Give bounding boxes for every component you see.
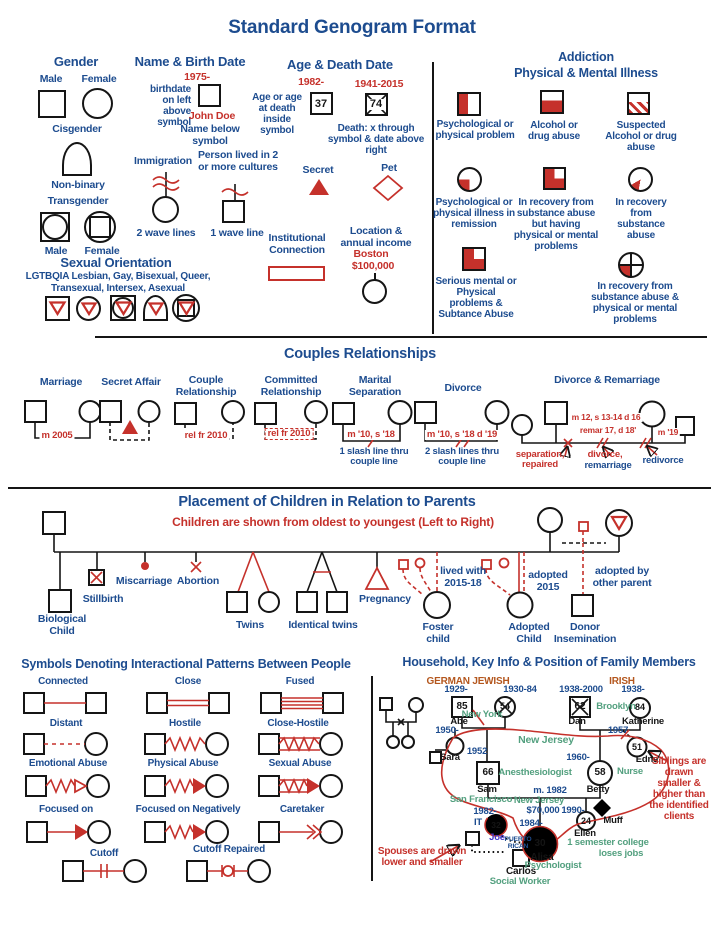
brooklyn-label: Brooklyn <box>596 701 636 712</box>
cisgender-label: Cisgender <box>52 123 102 135</box>
sara-name: Sara <box>440 752 460 763</box>
location-symbol <box>362 279 387 304</box>
alisa-name: Alisa <box>530 852 554 863</box>
transgender-male-symbol <box>40 212 70 242</box>
sara-dates: 1950- <box>435 725 459 736</box>
interaction-label-physical-abuse: Physical Abuse <box>147 758 219 769</box>
immigration-waves-icon <box>150 172 182 198</box>
ellen-note1: 1 semester college <box>567 837 649 848</box>
remarriage-note1: m 12, s 13-14 d 16 <box>571 412 641 422</box>
separation-caption: 1 slash line thru couple line <box>339 446 409 468</box>
recovery-plus-problems-symbol <box>618 252 644 278</box>
cutoff-symbol <box>61 854 151 890</box>
name-birth-heading: Name & Birth Date <box>134 54 246 69</box>
location-city: Boston <box>353 248 389 260</box>
betty-age: 58 <box>594 767 606 778</box>
addiction-heading1: Addiction <box>558 50 614 64</box>
divorce-caption: 2 slash lines thru couple line <box>424 446 499 468</box>
name-note: Name below symbol <box>180 123 240 147</box>
male-symbol <box>38 90 66 118</box>
interaction-label-close: Close <box>174 676 202 687</box>
location-income: $100,000 <box>351 260 395 272</box>
carlos-job: Social Worker <box>489 876 551 887</box>
pregnancy-label: Pregnancy <box>359 593 411 605</box>
betty-dates: 1960- <box>566 752 590 763</box>
divorce-note: m '10, s '18 d '19 <box>426 429 498 440</box>
addiction-label-2: Alcohol or drug abuse <box>528 120 580 142</box>
interaction-label-emotional-abuse: Emotional Abuse <box>28 758 108 769</box>
secret-affair-label: Secret Affair <box>101 376 161 388</box>
sam-age: 66 <box>482 767 494 778</box>
interaction-label-distant: Distant <box>49 718 83 729</box>
institutional-symbol <box>268 266 325 281</box>
birthdate-note: birthdate on left above symbol <box>150 84 191 128</box>
sexual-abuse-symbol <box>257 769 347 805</box>
birth-year: 1982- <box>298 76 324 88</box>
foster-note: lived with 2015-18 <box>440 565 486 589</box>
adopted-note: adopted 2015 <box>528 569 568 593</box>
joe-ethnicity: PUERTO RICAN <box>504 836 532 851</box>
joe-dates: 1982- <box>473 806 497 817</box>
separation-label: Marital Separation <box>348 374 402 398</box>
children-heading: Placement of Children in Relation to Parents <box>178 494 476 510</box>
interactions-heading: Symbols Denoting Interactional Patterns Between People <box>21 657 351 671</box>
remarriage-note2: remar 17, d 18' <box>579 425 637 435</box>
addiction-label-5: In recovery from substance abuse but having physical or mental problems <box>513 197 599 252</box>
sam-name: Sam <box>477 784 497 795</box>
orientation-heading: Sexual Orientation <box>60 255 172 270</box>
remarriage-caption1: separation, repaired <box>515 449 565 471</box>
male-label: Male <box>39 73 63 85</box>
german-jewish-label: GERMAN JEWISH <box>426 676 510 687</box>
joe-name: Joe <box>489 832 505 843</box>
marriage-label: Marriage <box>39 376 83 388</box>
age-value: 37 <box>314 98 328 110</box>
stillbirth-label: Stillbirth <box>82 593 124 605</box>
spouses-note: Spouses are drawn lower and smaller <box>377 846 467 868</box>
orientation-square-symbol <box>45 296 70 321</box>
addiction-label-3: Suspected Alcohol or drug abuse <box>605 120 677 153</box>
joe-age: 32 <box>491 820 501 830</box>
addiction-label-1: Psychological or physical problem <box>435 119 515 141</box>
abe-age: 85 <box>456 701 468 712</box>
close-symbol <box>145 686 235 722</box>
location-label: Location & annual income <box>340 225 412 249</box>
san-francisco-label: San Francisco <box>449 794 513 805</box>
donor-label: Donor Insemination <box>553 621 617 645</box>
age-death-heading: Age & Death Date <box>287 57 393 72</box>
couple-rel-label: Couple Relationship <box>175 374 237 398</box>
gender-heading: Gender <box>53 54 99 69</box>
alisa-dates: 1984- <box>519 818 543 829</box>
transgender-male-label: Male <box>44 245 68 257</box>
donor-note: adopted by other parent <box>592 565 652 589</box>
death-age-value: 74 <box>369 98 383 110</box>
foster-label: Foster child <box>422 621 454 645</box>
muff-dates: 1990- <box>561 805 585 816</box>
pet-label: Pet <box>381 162 397 174</box>
serious-problems-symbol <box>462 247 486 271</box>
miscarriage-label: Miscarriage <box>115 575 173 587</box>
page-title: Standard Genogram Format <box>228 17 476 38</box>
named-person-symbol <box>198 84 221 107</box>
orientation-circle-symbol <box>76 296 101 321</box>
transgender-female-symbol <box>84 211 116 243</box>
alisa-age: 30 <box>534 838 546 849</box>
recovery-with-problems-symbol <box>543 167 566 190</box>
ellen-name: Ellen <box>574 828 596 839</box>
biological-label: Biological Child <box>37 613 87 637</box>
nonbinary-symbol <box>62 142 92 176</box>
committed-label: Committed Relationship <box>260 374 322 398</box>
divider-couples <box>8 487 711 489</box>
immigration-label: Immigration <box>134 155 192 167</box>
marriage-state: New Jersey <box>513 795 565 806</box>
dan-age: 62 <box>574 701 586 712</box>
katherine-age: 84 <box>634 702 646 712</box>
children-subheading: Children are shown from oldest to youngest (Left to Right) <box>172 515 494 529</box>
committed-note: rel fr 2010 <box>265 428 314 440</box>
emotional-abuse-symbol <box>24 769 114 805</box>
adopted-label: Adopted Child <box>508 621 550 645</box>
connected-symbol <box>22 686 112 722</box>
marriage-year: m. 1982 <box>533 785 567 796</box>
muff-name: Muff <box>603 815 623 826</box>
sam-year: 1952 <box>466 746 488 757</box>
culture-symbol <box>222 200 245 223</box>
interaction-label-caretaker: Caretaker <box>279 804 325 815</box>
addiction-label-8: In recovery from substance abuse & physical or mental problems <box>591 281 679 325</box>
marriage-note: m 2005 <box>41 430 73 441</box>
abe-wife-age: 54 <box>499 701 511 711</box>
new-york-label: New York <box>461 709 503 720</box>
separation-note: m '10, s '18 <box>347 429 395 440</box>
dan-dates: 1938-2000 <box>559 684 603 695</box>
edna-job: Nurse <box>617 766 643 777</box>
birthdate-value: 1975- <box>184 71 210 83</box>
divorce-symbol <box>412 398 512 450</box>
female-label: Female <box>81 73 117 85</box>
interaction-label-focused-negatively: Focused on Negatively <box>135 804 241 815</box>
remarriage-caption2b: remarriage <box>584 460 632 471</box>
joe-job: IT <box>473 817 483 828</box>
death-note: Death: x through symbol & date above right <box>327 123 425 156</box>
dan-name: Dan <box>568 716 586 727</box>
addiction-label-4: Psychological or physical illness in remission <box>433 197 515 230</box>
remarriage-note3: m '19 <box>657 427 679 437</box>
orientation-circle-square-symbol <box>172 294 200 322</box>
siblings-note: Siblings are drawn smaller & higher than the identified clients <box>649 756 709 822</box>
couple-rel-note: rel fr 2010 <box>184 430 228 441</box>
transgender-female-label: Female <box>84 245 120 257</box>
addiction-heading2: Physical & Mental Illness <box>514 66 658 80</box>
alisa-job: Psychologist <box>524 860 582 871</box>
immigration-symbol <box>152 196 179 223</box>
illness-remission-symbol <box>457 167 482 192</box>
edna-age: 51 <box>631 742 643 752</box>
culture-wave-icon <box>219 182 251 202</box>
interaction-label-sexual-abuse: Sexual Abuse <box>268 758 332 769</box>
edna-name: Edna <box>635 754 659 765</box>
suspected-abuse-symbol <box>627 92 650 115</box>
ellen-age: 24 <box>580 816 592 826</box>
cutoff-repaired-symbol <box>185 854 275 890</box>
katherine-dates: 1938- <box>621 684 645 695</box>
interaction-label-fused: Fused <box>285 676 315 687</box>
interaction-label-connected: Connected <box>38 676 88 687</box>
remarriage-caption2a: divorce, <box>587 449 623 460</box>
focused-on-symbol <box>25 815 115 851</box>
new-jersey-state-label: New Jersey <box>518 734 574 746</box>
alcohol-abuse-symbol <box>540 90 564 114</box>
cultures-note: 1 wave line <box>210 227 264 239</box>
remarriage-caption3: redivorce <box>642 455 684 466</box>
addiction-label-7: Serious mental or Physical problems & Subtance Abuse <box>435 276 517 320</box>
abortion-label: Abortion <box>176 575 220 587</box>
orientation-sub1: LGTBQIA Lesbian, Gay, Bisexual, Queer, <box>25 271 211 282</box>
secret-affair-symbol <box>98 398 163 446</box>
income-label: $70,000 <box>526 805 560 816</box>
secret-label: Secret <box>302 164 334 176</box>
orientation-sub2: Transexual, Intersex, Asexual <box>51 283 185 294</box>
ellen-note2: loses jobs <box>598 848 644 859</box>
pet-diamond-icon <box>372 174 404 202</box>
immigration-note: 2 wave lines <box>136 227 196 239</box>
recovery-symbol <box>628 167 653 192</box>
interaction-label-hostile: Hostile <box>169 718 201 729</box>
abe-name: Abe <box>450 716 468 727</box>
nonbinary-label: Non-binary <box>51 179 105 191</box>
interaction-label-close-hostile: Close-Hostile <box>267 718 329 729</box>
transgender-label: Transgender <box>47 195 109 207</box>
secret-triangle-icon <box>307 177 331 197</box>
orientation-nonbinary-symbol <box>143 295 168 321</box>
twins-label: Twins <box>236 619 264 631</box>
female-symbol <box>82 88 113 119</box>
interaction-label-focused-on: Focused on <box>38 804 94 815</box>
remarriage-label: Divorce & Remarriage <box>554 374 660 386</box>
institutional-label: Institutional Connection <box>268 232 326 256</box>
betty-name: Betty <box>586 784 610 795</box>
household-heading: Household, Key Info & Position of Family Members <box>402 655 696 669</box>
interaction-label-cutoff: Cutoff <box>89 848 119 859</box>
katherine-name: Katherine <box>621 716 665 727</box>
sam-job: Anesthesiologist <box>498 767 572 778</box>
orientation-square-circle-symbol <box>110 295 136 321</box>
edna-year: 1957 <box>607 725 629 736</box>
interaction-label-cutoff-repaired: Cutoff Repaired <box>192 844 266 855</box>
psych-problem-symbol <box>457 92 481 116</box>
irish-label: IRISH <box>609 676 635 687</box>
caretaker-symbol <box>257 815 347 851</box>
fused-symbol <box>259 686 349 722</box>
couples-heading: Couples Relationships <box>283 346 437 362</box>
person-name: John Doe <box>188 110 236 122</box>
abe-wife-dates: 1930-84 <box>503 684 537 695</box>
age-note: Age or age at death inside symbol <box>252 92 302 136</box>
physical-abuse-symbol <box>143 769 233 805</box>
separation-symbol <box>330 398 415 450</box>
divorce-label: Divorce <box>444 382 482 394</box>
divider-top <box>95 336 707 338</box>
birth-death-years: 1941-2015 <box>354 78 404 90</box>
carlos-name: Carlos <box>506 866 536 877</box>
identical-twins-label: Identical twins <box>288 619 358 631</box>
abe-dates: 1929- <box>444 684 468 695</box>
addiction-label-6: In recovery from substance abuse <box>615 197 667 241</box>
cultures-label: Person lived in 2 or more cultures <box>197 149 279 173</box>
